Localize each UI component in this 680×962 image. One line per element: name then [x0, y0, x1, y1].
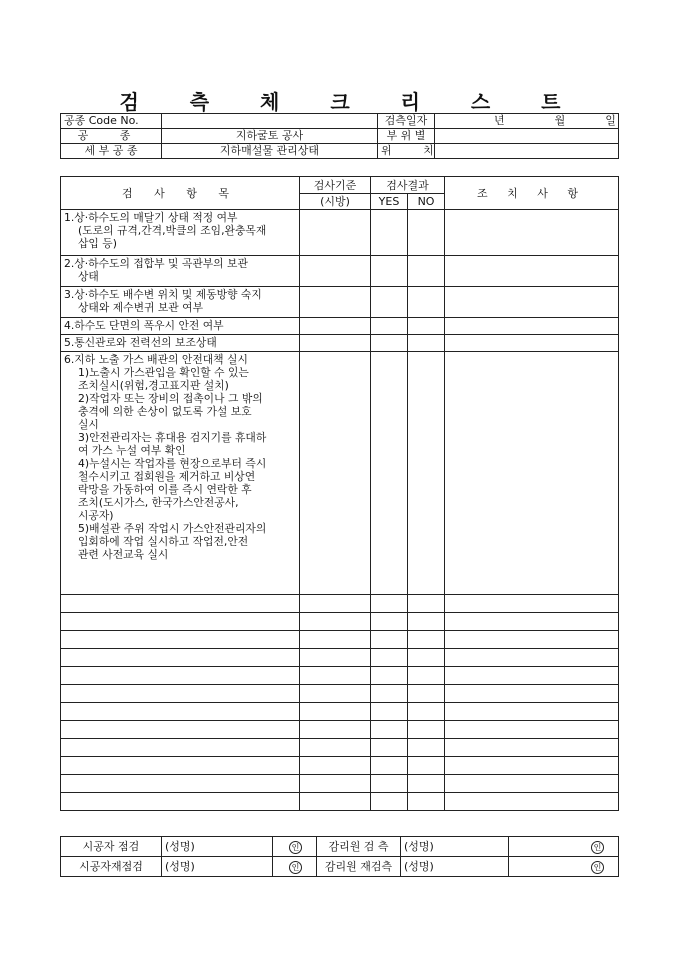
no-cell[interactable]	[408, 256, 445, 287]
no-cell[interactable]	[408, 287, 445, 318]
col-standard-header: 검사기준	[300, 177, 371, 194]
no-cell[interactable]	[408, 757, 445, 775]
item-cell[interactable]	[61, 721, 300, 739]
supervisor-reinspect-seal[interactable]	[509, 857, 619, 877]
standard-cell[interactable]	[300, 210, 371, 256]
no-cell[interactable]	[408, 721, 445, 739]
item-cell[interactable]	[61, 631, 300, 649]
col-yes-header: YES	[371, 194, 408, 210]
standard-cell[interactable]	[300, 287, 371, 318]
supervisor-inspect-label: 감리원 검 측	[317, 837, 401, 857]
seal-icon: 인	[591, 861, 604, 874]
action-cell[interactable]	[445, 287, 619, 318]
action-cell[interactable]	[445, 703, 619, 721]
yes-cell[interactable]	[371, 256, 408, 287]
empty-row	[61, 739, 619, 757]
yes-cell[interactable]	[371, 685, 408, 703]
action-cell[interactable]	[445, 318, 619, 335]
col-result-header: 검사결과	[371, 177, 445, 194]
contractor-inspect-seal[interactable]	[273, 837, 317, 857]
no-cell[interactable]	[408, 631, 445, 649]
item-cell[interactable]	[61, 775, 300, 793]
empty-row	[61, 793, 619, 811]
item-cell: 1.상·하수도의 매달기 상태 적정 여부 (도로의 규격,간격,박클의 조임,완충목재 삽입 등)	[61, 210, 300, 256]
contractor-inspect-label: 시공자 점검	[61, 837, 162, 857]
empty-row	[61, 757, 619, 775]
empty-row	[61, 595, 619, 613]
header-row-detail	[61, 144, 619, 159]
standard-cell[interactable]	[300, 318, 371, 335]
col-standard-sub: (시방)	[300, 194, 371, 210]
standard-cell[interactable]	[300, 685, 371, 703]
seal-icon: 인	[289, 841, 302, 854]
location-label: 부 위 별	[378, 129, 435, 144]
yes-cell[interactable]	[371, 210, 408, 256]
item-cell[interactable]	[61, 739, 300, 757]
detail-value: 지하매설물 관리상태	[162, 144, 378, 159]
action-cell[interactable]	[445, 685, 619, 703]
no-cell[interactable]	[408, 685, 445, 703]
action-cell[interactable]	[445, 210, 619, 256]
action-cell[interactable]	[445, 595, 619, 613]
work-type-value: 지하굴토 공사	[162, 129, 378, 144]
yes-cell[interactable]	[371, 318, 408, 335]
code-label: 공종 Code No.	[61, 114, 162, 129]
yes-cell[interactable]	[371, 721, 408, 739]
detail-label: 세 부 공 종	[61, 144, 162, 159]
standard-cell[interactable]	[300, 739, 371, 757]
contractor-reinspect-name[interactable]: (성명)	[162, 857, 273, 877]
supervisor-reinspect-label: 감리원 재검측	[317, 857, 401, 877]
yes-cell[interactable]	[371, 703, 408, 721]
empty-row	[61, 667, 619, 685]
yes-cell[interactable]	[371, 352, 408, 595]
table-row	[61, 210, 619, 256]
no-cell[interactable]	[408, 210, 445, 256]
item-cell: 4.하수도 단면의 폭우시 안전 여부	[61, 318, 300, 335]
standard-cell[interactable]	[300, 703, 371, 721]
yes-cell[interactable]	[371, 649, 408, 667]
work-type-label: 공 종	[61, 129, 162, 144]
yes-cell[interactable]	[371, 775, 408, 793]
empty-row	[61, 775, 619, 793]
item-cell: 6.지하 노출 가스 배관의 안전대책 실시 1)노출시 가스관입을 확인할 수 있는 조치실시(위험,경고표지판 설치) 2)작업자 또는 장비의 접촉이나 그 밖의 충격에 의한 손상이 없도록 가설 보호 실시 3)안전관리자는 휴대용 검지기를 휴대하 여 가스 누설 여부 확인 4)누설시는 작업자를 현장으로부터 즉시 철수시키고 접회원을 제거하고 비상연 락망을 가동하여 이를 즉시 연락한 후 조치(도시가스, 한국가스안전공사, 시공자) 5)배설관 주위 작업시 가스안전관리자의 입회하에 작업 실시하고 작업전,안전 관련 사전교육 실시	[61, 352, 300, 595]
supervisor-inspect-name[interactable]: (성명)	[401, 837, 509, 857]
action-cell[interactable]	[445, 793, 619, 811]
standard-cell[interactable]	[300, 631, 371, 649]
standard-cell[interactable]	[300, 256, 371, 287]
inspection-table	[60, 176, 619, 811]
date-day: 일	[605, 114, 616, 127]
header-row-code	[61, 114, 619, 129]
item-cell[interactable]	[61, 649, 300, 667]
item-cell[interactable]	[61, 757, 300, 775]
document-title: 검 측 체 크 리 스 트	[119, 90, 583, 114]
no-cell[interactable]	[408, 739, 445, 757]
inspect-date-label: 검측일자	[378, 114, 435, 129]
table-row	[61, 256, 619, 287]
standard-cell[interactable]	[300, 775, 371, 793]
no-cell[interactable]	[408, 335, 445, 352]
action-cell[interactable]	[445, 256, 619, 287]
contractor-inspect-name[interactable]: (성명)	[162, 837, 273, 857]
action-cell[interactable]	[445, 739, 619, 757]
item-cell[interactable]	[61, 595, 300, 613]
standard-cell[interactable]	[300, 352, 371, 595]
standard-cell[interactable]	[300, 595, 371, 613]
standard-cell[interactable]	[300, 793, 371, 811]
standard-cell[interactable]	[300, 757, 371, 775]
empty-row	[61, 613, 619, 631]
yes-cell[interactable]	[371, 667, 408, 685]
item-cell[interactable]	[61, 613, 300, 631]
code-value[interactable]	[162, 114, 378, 129]
item-cell[interactable]	[61, 667, 300, 685]
position-value[interactable]	[435, 144, 619, 159]
empty-row	[61, 721, 619, 739]
col-no-header: NO	[408, 194, 445, 210]
empty-row	[61, 703, 619, 721]
signature-row-inspect	[61, 837, 619, 857]
no-cell[interactable]	[408, 318, 445, 335]
table-row	[61, 352, 619, 595]
supervisor-reinspect-name[interactable]: (성명)	[401, 857, 509, 877]
no-cell[interactable]	[408, 703, 445, 721]
supervisor-inspect-seal[interactable]	[509, 837, 619, 857]
empty-row	[61, 685, 619, 703]
standard-cell[interactable]	[300, 721, 371, 739]
no-cell[interactable]	[408, 793, 445, 811]
item-cell: 3.상·하수도 배수변 위치 및 제동방향 숙지 상태와 제수변귀 보관 여부	[61, 287, 300, 318]
yes-cell[interactable]	[371, 793, 408, 811]
no-cell[interactable]	[408, 352, 445, 595]
table-row	[61, 287, 619, 318]
action-cell[interactable]	[445, 721, 619, 739]
yes-cell[interactable]	[371, 335, 408, 352]
action-cell[interactable]	[445, 613, 619, 631]
table-row	[61, 335, 619, 352]
no-cell[interactable]	[408, 775, 445, 793]
yes-cell[interactable]	[371, 739, 408, 757]
position-label: 위 치	[378, 144, 435, 159]
yes-cell[interactable]	[371, 595, 408, 613]
yes-cell[interactable]	[371, 631, 408, 649]
location-value[interactable]	[435, 129, 619, 144]
header-table	[60, 113, 619, 159]
no-cell[interactable]	[408, 613, 445, 631]
standard-cell[interactable]	[300, 613, 371, 631]
action-cell[interactable]	[445, 352, 619, 595]
yes-cell[interactable]	[371, 613, 408, 631]
item-cell: 2.상·하수도의 접합부 및 곡관부의 보관 상태	[61, 256, 300, 287]
col-item-header: 검 사 항 목	[61, 177, 300, 210]
action-cell[interactable]	[445, 667, 619, 685]
standard-cell[interactable]	[300, 335, 371, 352]
action-cell[interactable]	[445, 757, 619, 775]
item-cell: 5.통신관로와 전력선의 보조상태	[61, 335, 300, 352]
signature-row-reinspect	[61, 857, 619, 877]
empty-row	[61, 631, 619, 649]
col-action-header: 조 치 사 항	[445, 177, 619, 210]
seal-icon: 인	[591, 841, 604, 854]
inspect-date-value[interactable]	[435, 114, 619, 129]
yes-cell[interactable]	[371, 287, 408, 318]
action-cell[interactable]	[445, 631, 619, 649]
no-cell[interactable]	[408, 595, 445, 613]
seal-icon: 인	[289, 861, 302, 874]
date-year: 년	[494, 114, 505, 127]
standard-cell[interactable]	[300, 649, 371, 667]
item-cell[interactable]	[61, 685, 300, 703]
action-cell[interactable]	[445, 775, 619, 793]
contractor-reinspect-label: 시공자재점검	[61, 857, 162, 877]
no-cell[interactable]	[408, 667, 445, 685]
date-month: 월	[554, 114, 566, 127]
item-cell[interactable]	[61, 793, 300, 811]
empty-row	[61, 649, 619, 667]
item-cell[interactable]	[61, 703, 300, 721]
action-cell[interactable]	[445, 649, 619, 667]
header-row-work-type	[61, 129, 619, 144]
action-cell[interactable]	[445, 335, 619, 352]
contractor-reinspect-seal[interactable]	[273, 857, 317, 877]
table-row	[61, 318, 619, 335]
signature-table	[60, 836, 619, 877]
no-cell[interactable]	[408, 649, 445, 667]
yes-cell[interactable]	[371, 757, 408, 775]
standard-cell[interactable]	[300, 667, 371, 685]
